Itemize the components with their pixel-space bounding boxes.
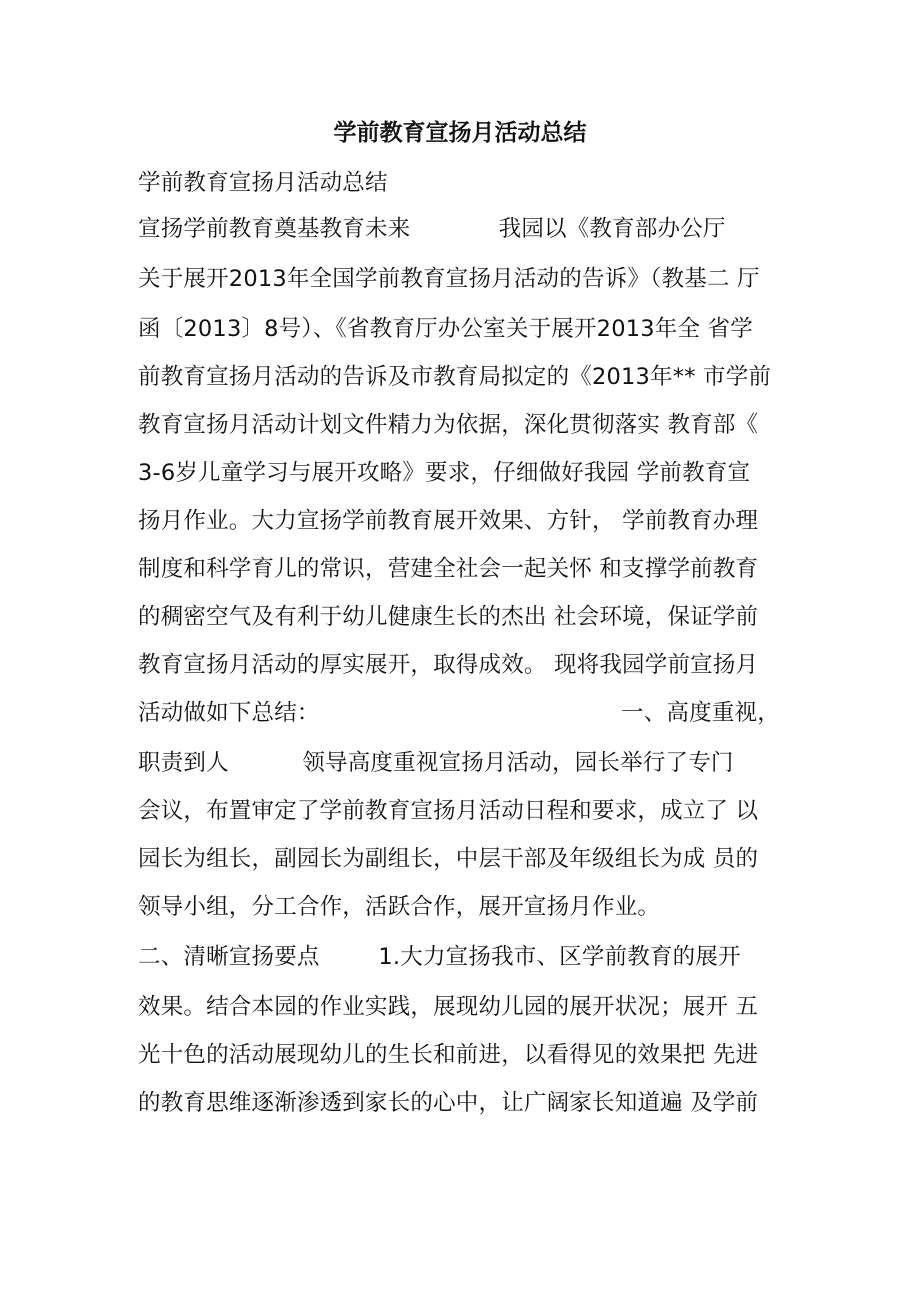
paragraph-line: 职责到人 领导高度重视宣扬月活动，园长举行了专门 (138, 750, 734, 776)
paragraph-line: 前教育宣扬月活动的告诉及市教育局拟定的《2013年** 市学前 (138, 364, 772, 390)
paragraph-line: 函〔2013〕8号）、《省教育厅办公室关于展开2013年全 省学 (138, 316, 753, 342)
paragraph-line: 制度和科学育儿的常识，营建全社会一起关怀 和支撑学前教育 (138, 556, 759, 582)
paragraph-line: 的稠密空气及有利于幼儿健康生长的杰出 社会环境，保证学前 (138, 604, 759, 630)
paragraph-line: 会议，布置审定了学前教育宣扬月活动日程和要求，成立了 以 (138, 798, 759, 824)
paragraph-line: 3-6岁儿童学习与展开攻略》要求，仔细做好我园 学前教育宣 (138, 460, 751, 486)
paragraph-line: 教育宣扬月活动计划文件精力为依据，深化贯彻落实 教育部《 (138, 412, 759, 438)
paragraph-line: 领导小组，分工合作，活跃合作，展开宣扬月作业。 (138, 894, 661, 920)
paragraph-line: 扬月作业。大力宣扬学前教育展开效果、方针， 学前教育办理 (138, 508, 759, 534)
paragraph-line: 二、清晰宣扬要点 1.大力宣扬我市、区学前教育的展开 (138, 944, 741, 970)
paragraph-line: 效果。结合本园的作业实践，展现幼儿园的展开状况；展开 五 (138, 994, 759, 1020)
paragraph-line: 关于展开2013年全国学前教育宣扬月活动的告诉》（教基二 厅 (138, 266, 760, 292)
paragraph-line: 宣扬学前教育奠基教育未来 我园以《教育部办公厅 (138, 216, 726, 242)
paragraph-line: 活动做如下总结： 一、高度重视， (138, 700, 780, 726)
document-title: 学前教育宣扬月活动总结 (333, 120, 587, 146)
paragraph-line: 光十色的活动展现幼儿的生长和前进，以看得见的效果把 先进 (138, 1042, 759, 1068)
document-subtitle: 学前教育宣扬月活动总结 (138, 170, 388, 196)
paragraph-line: 教育宣扬月活动的厚实展开，取得成效。 现将我园学前宣扬月 (138, 652, 759, 678)
paragraph-line: 园长为组长，副园长为副组长，中层干部及年级组长为成 员的 (138, 846, 759, 872)
paragraph-line: 的教育思维逐渐渗透到家长的心中，让广阔家长知道遍 及学前 (138, 1090, 759, 1116)
